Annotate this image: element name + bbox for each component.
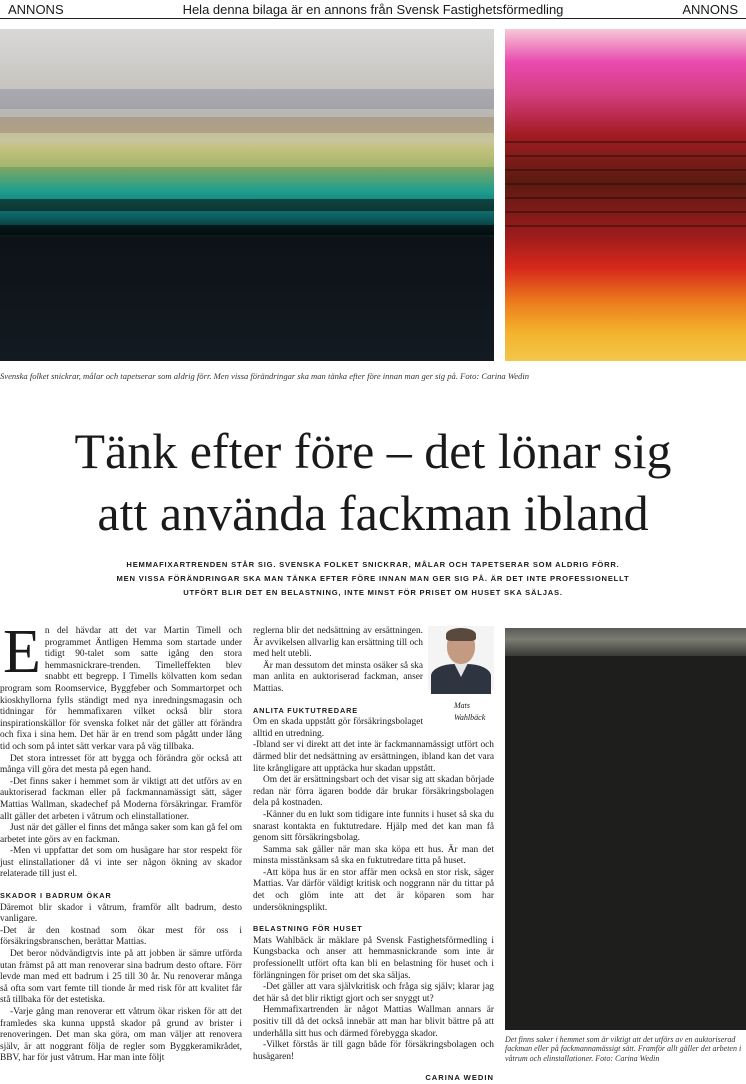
subheading-burden: BELASTNING FÖR HUSET: [253, 924, 363, 934]
body-paragraph: Däremot blir skador i våtrum, framför allt badrum, desto vanligare.: [0, 902, 242, 925]
body-paragraph: Samma sak gäller när man ska köpa ett hus. Är man det minsta misstänksam så ska en fuktutredare titta på huset.: [253, 844, 494, 867]
body-paragraph: -Det är den kostnad som ökar mest för oss i försäkringsbranschen, berättar Mattias.: [0, 925, 242, 948]
body-paragraph: -Varje gång man renoverar ett våtrum ökar risken för att det framledes ska kunna uppstå skador på grund av brister i renoveringen. Det man ska göra, om man väljer att renovera själv, är att noggrant följa de regler som Byggkeramikrådet, BBV, har för just våtrum. Har man inte följt: [0, 1007, 242, 1064]
body-paragraph: -Ibland ser vi direkt att det inte är fackmannamässigt utfört och därmed blir det nedsättning av ersättningen, ibland kan det vara lite krångligare att upptäcka hur skadan uppstått.: [253, 740, 494, 774]
subheading-bathroom: SKADOR I BADRUM ÖKAR: [0, 891, 112, 901]
preamble-line-3: UTFÖRT BLIR DET EN BELASTNING, INTE MINST FÖR PRISET OM HUSET SKA SÄLJAS.: [183, 588, 563, 597]
ad-banner: [0, 0, 746, 19]
ad-label-left: ANNONS: [8, 1, 64, 17]
body-paragraph: reglerna blir det nedsättning av ersättningen. Är avvikelsen allvarlig kan ersättning till och med helt utebli.: [253, 626, 423, 660]
article-column-1: [0, 618, 242, 1065]
body-paragraph: Är man dessutom det minsta osäker så ska man anlita en auktoriserad fackman, anser Mattias.: [253, 660, 423, 694]
intro-text: n del hävdar att det var Martin Timell och programmet Äntligen Hemma som startade under tidigt 90-talet som satte igång den stora hemmasnickrare-trenden. Timelleffekten blev snabbt ett begrepp. I Timells kölvatten kom sedan program som Roomservice, Byggfeber och Sommartorpet och kioskhyllorna fylls ständigt med nya inredningsmagasin och tidningar för hemmafixaren vilket också blir stora inspirationskällor för svenska folket när det gäller att förändra och fixa i sina hem. Det här är en trend som pågått under lång tid och som på intet sätt verkar vara på väg tillbaka.: [0, 626, 242, 752]
body-paragraph: Hemmafixartrenden är något Mattias Wallman annars är positiv till då det också innebär att man har blivit bättre på att underhålla sitt hus och därmed förebygga skador.: [253, 1005, 494, 1039]
headline-line-1: Tänk efter före – det lönar sig: [74, 423, 672, 479]
headline-line-2: att använda fackman ibland: [97, 485, 649, 541]
preamble-line-1: HEMMAFIXARTRENDEN STÅR SIG. SVENSKA FOLKET SNICKRAR, MÅLAR OCH TAPETSERAR SOM ALDRIG FÖRR.: [126, 560, 620, 569]
body-paragraph: -Men vi uppfattar det som om husägare har stor respekt för just elinstallationer då vi inte ser någon ökning av skador relaterade till just el.: [0, 846, 242, 880]
article-preamble: [20, 558, 726, 600]
body-paragraph: Om det är ersättningsbart och det visar sig att skadan började redan när förra ägaren bodde där brukar försäkringsbolagen dela på kostnaden.: [253, 775, 494, 809]
body-paragraph: Om en skada uppstått gör försäkringsbolaget alltid en utredning.: [253, 717, 423, 739]
ad-label-right: ANNONS: [682, 1, 738, 17]
intro-paragraph: [0, 618, 242, 754]
body-paragraph: Mats Wahlbäck är mäklare på Svensk Fastighetsförmedling i Kungsbacka och anser att hemmasnickrande som inte är professionellt utfört ofta kan bli en belastning för huset och i förlängningen för priset om det ska säljas.: [253, 935, 494, 981]
preamble-line-2: MEN VISSA FÖRÄNDRINGAR SKA MAN TÄNKA EFTER FÖRE INNAN MAN GER SIG PÅ. ÄR DET INTE PROFESSIONELLT: [116, 574, 630, 583]
drop-cap: E: [3, 618, 41, 686]
body-paragraph: -Känner du en lukt som tidigare inte funnits i huset så ska du snarast kontakta en fuktutredare. Hjälp med det kan man få genom sitt försäkringsbolag.: [253, 809, 494, 844]
body-paragraph: -Det finns saker i hemmet som är viktigt att det utförs av en auktoriserad fackman eller på fackmannamässigt sätt, säger Mattias Wallman, skadechef på Moderna försäkringar. Framför allt gäller det arbeten i våtrum och elinstallationer.: [0, 776, 242, 822]
ad-disclaimer: Hela denna bilaga är en annons från Svensk Fastighetsförmedling: [182, 1, 564, 17]
body-paragraph: -Att köpa hus är en stor affär men också en stor risk, säger Mattias. Var därför väldigt kritisk och noggrann när du tittar på det och glöm inte att det är köparen som har undersökningsplikt.: [253, 867, 494, 913]
bathroom-photo-caption: Det finns saker i hemmet som är viktigt att det utförs av en auktoriserad fackman eller på fackmannamässigt sätt. Framför allt gäller det arbeten i våtrum och elinstallationer. Foto: Carina Wedin: [505, 1035, 742, 1063]
bathroom-photo: [505, 628, 746, 1030]
body-paragraph: Det beror nödvändigtvis inte på att jobben är sämre utförda utan främst på att man renoverar sina badrum desto oftare. Förr levde man med ett badrum i 25 till 30 år. Nu renoverar många så ofta som vart femte till tionde år med risk för att kvalitet får stå tillbaka för det estetiska.: [0, 949, 242, 1006]
body-paragraph: -Vilket förstås är till gagn både för försäkringsbolagen och husägaren!: [253, 1040, 494, 1062]
main-photo: [0, 29, 494, 361]
portrait-photo: [428, 626, 494, 690]
body-paragraph: Just när det gäller el finns det många saker som kan gå fel om arbetet inte görs av en fackman.: [0, 823, 242, 845]
body-paragraph: Det stora intresset för att bygga och förändra gör också att många vill göra det mesta på egen hand.: [0, 753, 242, 776]
article-column-2: [253, 626, 494, 1084]
byline: CARINA WEDIN: [425, 1073, 494, 1083]
article-headline: [0, 420, 746, 544]
portrait-caption: Mats Wahlbäck: [454, 701, 486, 722]
main-photo-caption: Svenska folket snickrar, målar och tapetserar som aldrig förr. Men vissa förändringar ska man tänka efter före innan man ger sig på. Foto: Carina Wedin: [0, 371, 530, 381]
portrait-block: [428, 626, 494, 723]
body-paragraph: -Det gäller att vara självkritisk och fråga sig själv; klarar jag det här så det blir riktigt gjort och ser snyggt ut?: [253, 982, 494, 1004]
subheading-moisture: ANLITA FUKTUTREDARE: [253, 705, 359, 715]
color-swatch-photo: [505, 29, 746, 361]
